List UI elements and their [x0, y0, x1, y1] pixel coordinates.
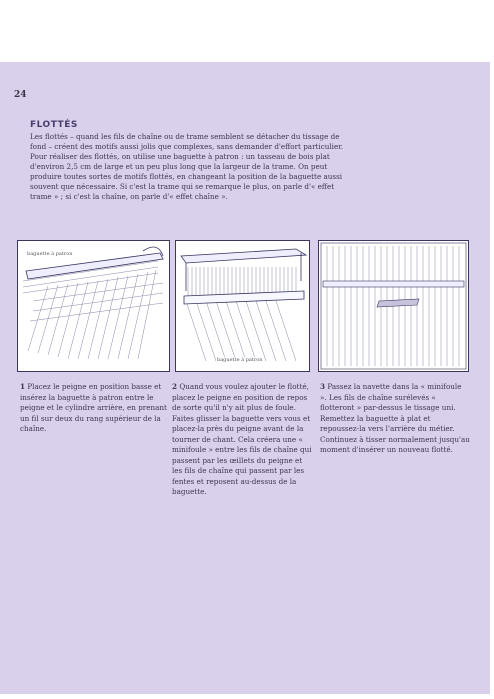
caption-2-text: Quand vous voulez ajouter le flotté, placez le peigne en position de repos de sorte qu'il n'y ait plus de foule. Faites glisser la baguette vers vous et placez-la près du peigne avant de la tourner de chant. Cela créera une « minifoule » entre les fils de chaîne qui passent par les œillets du peigne et les fils de chaîne qui passent par les fentes et reposent au-dessus de la baguette. — [172, 382, 312, 496]
figure-1 — [17, 240, 170, 372]
figure-2-label: baguette à patron — [217, 357, 263, 363]
caption-1-number: 1 — [20, 382, 26, 391]
figure-3-illustration — [319, 241, 468, 371]
caption-3-number: 3 — [320, 382, 326, 391]
caption-3 — [320, 382, 470, 456]
section-title: FLOTTÉS — [30, 120, 78, 130]
figure-1-label: baguette à patron — [27, 251, 73, 257]
caption-2-number: 2 — [172, 382, 178, 391]
caption-1-text: Placez le peigne en position basse et insérez la baguette à patron entre le peigne et le cylindre arrière, en prenant un fil sur deux du rang supérieur de la chaîne. — [20, 382, 167, 433]
figure-3 — [318, 240, 469, 372]
page-number: 24 — [14, 90, 27, 100]
caption-2 — [172, 382, 314, 498]
figure-1-illustration — [18, 241, 169, 371]
caption-1 — [20, 382, 170, 435]
page-background — [0, 62, 490, 694]
figure-2-illustration — [176, 241, 309, 371]
caption-3-text: Passez la navette dans la « minifoule ». Les fils de chaîne surélevés « flotteront » par-dessus le tissage uni. Remettez la baguette à plat et repoussez-la vers l'arrière du métier. Continuez à tisser normalement jusqu'au moment d'insérer un nouveau flotté. — [320, 382, 470, 454]
intro-text: Les flottés – quand les fils de chaîne ou de trame semblent se détacher du tissage de fond – créent des motifs aussi jolis que complexes, sans demander d'effort particulier. Pour réaliser des flottés, on utilise une baguette à patron : un tasseau de bois plat d'environ 2,5 cm de large et un peu plus long que la largeur de la trame. On peut produire toutes sortes de motifs flottés, en changeant la position de la baguette aussi souvent que nécessaire. Si c'est la trame qui se remarque le plus, on parle d'« effet trame » ; si c'est la chaîne, on parle d'« effet chaîne ». — [30, 132, 344, 201]
figure-2 — [175, 240, 310, 372]
intro-paragraph — [30, 132, 345, 202]
